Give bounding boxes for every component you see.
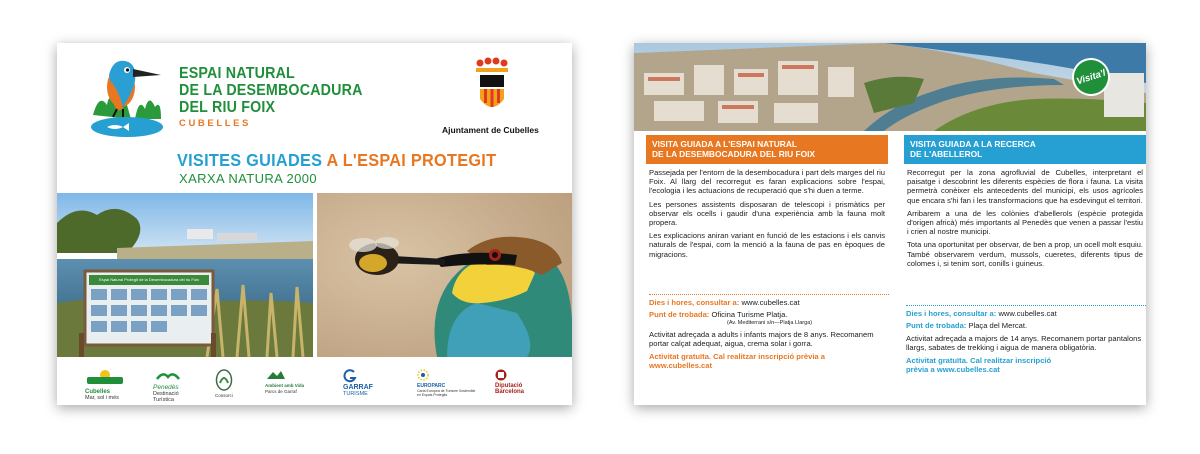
aerial-photo <box>634 43 1146 131</box>
tour-river-free <box>649 352 895 371</box>
tour-river-paragraph-2: Les persones assistents disposaran de telescopi i prismàtics per observar els ocells i gaudir d'una experiència amb la fauna molt propera. <box>649 199 885 228</box>
tour-river-header-line-2: DE LA DESEMBOCADURA DEL RIU FOIX <box>652 149 816 159</box>
meeting-label: Punt de trobada: <box>906 321 967 331</box>
tour-river-info <box>649 294 895 373</box>
tour-beeeater-header-line-1: VISITA GUIADA A LA RECERCA <box>910 139 1036 149</box>
headline-blue: VISITES GUIADES <box>177 150 323 170</box>
sponsor-europarc-name: EUROPARC <box>417 383 446 389</box>
europarc-stars-icon <box>417 369 429 381</box>
tour-river-schedule <box>649 298 895 307</box>
meeting-value: Oficina Turisme Platja. <box>711 310 788 320</box>
divider <box>649 294 889 295</box>
tour-river-activity: Activitat adreçada a adults i infants majors de 8 anys. Recomanem portar calçat adequat, aigua, crema solar i gorra. <box>649 329 874 349</box>
tour-beeeater-body <box>904 164 1146 268</box>
sponsor-cubelles-name: Cubelles <box>85 389 111 395</box>
tour-river-body <box>646 164 888 259</box>
kingfisher-logo-icon <box>87 53 167 141</box>
diputacio-logo-icon <box>495 369 507 381</box>
tour-beeeater-header-line-2: DE L'ABELLEROL <box>910 149 983 159</box>
free-link[interactable]: www.cubelles.cat <box>649 361 713 371</box>
tour-river-header-line-1: VISITA GUIADA A L'ESPAI NATURAL <box>652 139 797 149</box>
river-photo <box>57 193 313 357</box>
sponsor-diputacio-tagline: Barcelona <box>495 389 525 395</box>
schedule-label: Dies i hores, consultar a: <box>649 298 740 307</box>
sponsor-garraf-name: GARRAF <box>343 384 373 391</box>
meeting-value: Plaça del Mercat. <box>968 321 1028 331</box>
sponsor-penedes-name: Penedès <box>153 384 179 391</box>
schedule-link[interactable]: www.cubelles.cat <box>998 309 1057 318</box>
sponsor-ambient-tagline: Parcs de Garraf <box>265 389 297 394</box>
free-line-1: Activitat gratuïta. Cal realitzar inscripció prèvia a <box>649 351 825 361</box>
sponsors-row <box>57 361 572 405</box>
sponsor-cubelles-tagline: Mar, sol i més <box>85 395 119 401</box>
title-line-2: DE LA DESEMBOCADURA <box>179 82 363 99</box>
brochure-back <box>634 43 1146 405</box>
tour-beeeater-header <box>904 135 1146 164</box>
crest-icon <box>472 57 512 119</box>
sponsor-garraf <box>343 369 395 397</box>
tour-river-paragraph-1: Passejada per l'entorn de la desembocadura i part dels marges del riu Foix. Al llarg del recorregut es faran explicacions sobre l'espai, l'ecologia i les actuacions de recuperació que s'hi duen a terme. <box>649 168 885 196</box>
sponsor-diputacio-name: Diputació <box>495 383 523 389</box>
network-label: XARXA NATURA 2000 <box>179 171 318 186</box>
penedes-logo-icon <box>153 369 183 383</box>
sponsor-consorci <box>215 369 245 399</box>
consorci-seal-icon <box>215 369 233 391</box>
bee-eater-photo <box>317 193 572 357</box>
sponsor-diputacio <box>495 369 555 395</box>
tour-beeeater-paragraph-3: Tota una oportunitat per observar, de ben a prop, un ocell molt esquiu. També observarem verdum, mussols, cueretes, diferents tipus de colomes i, si tenim sort, conills i guineus. <box>907 240 1143 268</box>
site-title <box>179 65 379 129</box>
brochure-front <box>57 43 572 405</box>
tour-river-meeting <box>649 310 895 326</box>
sponsor-ambient <box>265 369 325 395</box>
sponsor-europarc <box>417 369 479 397</box>
tour-beeeater-schedule <box>906 309 1146 318</box>
tour-beeeater-column <box>904 135 1146 272</box>
sponsor-penedes <box>153 369 199 403</box>
meeting-address: (Av. Mediterrani s/n—Platja Llarga) <box>727 319 813 326</box>
municipality-name: Ajuntament de Cubelles <box>442 125 539 135</box>
headline-orange: A L'ESPAI PROTEGIT <box>326 150 497 170</box>
tour-beeeater-activity: Activitat adreçada a majors de 14 anys. Recomanem portar pantalons llargs, sabates de trekking i aigua de manera obligatòria. <box>906 333 1142 353</box>
title-line-3: DEL RIU FOIX <box>179 99 276 116</box>
free-link[interactable]: prèvia a www.cubelles.cat <box>906 365 1000 375</box>
tour-beeeater-paragraph-1: Recorregut per la zona agrofluvial de Cubelles, interpretant el paisatge i descobrint les diferents espècies de flora i fauna. La visita permetrà conèixer els antecedents del municipi, els usos agrícoles que encara s'hi fan i les transformacions que ha esdevingut el territori. <box>907 168 1143 205</box>
tour-beeeater-paragraph-2: Arribarem a una de les colònies d'abellerols (espècie protegida d'origen africà) més importants al Penedès que venen a passar l'estiu i crien al nostre municipi. <box>907 208 1143 237</box>
tour-beeeater-free <box>906 356 1146 375</box>
headline <box>177 150 496 171</box>
tour-beeeater-info <box>906 305 1146 377</box>
meeting-label: Punt de trobada: <box>649 310 710 320</box>
schedule-link[interactable]: www.cubelles.cat <box>741 298 800 307</box>
sponsor-cubelles <box>85 369 131 401</box>
sponsor-penedes-tagline: Destinació Turística <box>153 391 179 403</box>
sponsor-ambient-name: Ambient amb Vida <box>265 383 305 388</box>
garraf-logo-icon <box>343 369 357 383</box>
tour-river-header <box>646 135 888 164</box>
title-line-1: ESPAI NATURAL <box>179 65 295 82</box>
tour-river-column <box>646 135 888 263</box>
free-line-1: Activitat gratuïta. Cal realitzar inscripció <box>906 355 1052 365</box>
tour-river-paragraph-3: Les explicacions aniran variant en funció de les estacions i els canvis naturals de l'espai, com la menció a la fauna de pas en èpoques de migracions. <box>649 231 885 259</box>
sign-title: Espai Natural Protegit de la Desembocadura del riu Foix <box>99 277 199 282</box>
tour-beeeater-meeting <box>906 321 1146 330</box>
sponsor-europarc-tagline: Carta Europea de Turisme Sostenible en Espais Protegits <box>417 389 476 397</box>
sponsor-consorci-name: Consorci <box>215 393 233 398</box>
ambient-logo-icon <box>265 369 287 381</box>
schedule-label: Dies i hores, consultar a: <box>906 309 997 318</box>
divider <box>906 305 1146 306</box>
cubelles-logo-icon <box>85 369 125 387</box>
sponsor-garraf-tagline: TURISME <box>343 391 368 397</box>
title-subtitle: CUBELLES <box>179 118 251 129</box>
visita-badge: Visita'l <box>1067 53 1115 101</box>
